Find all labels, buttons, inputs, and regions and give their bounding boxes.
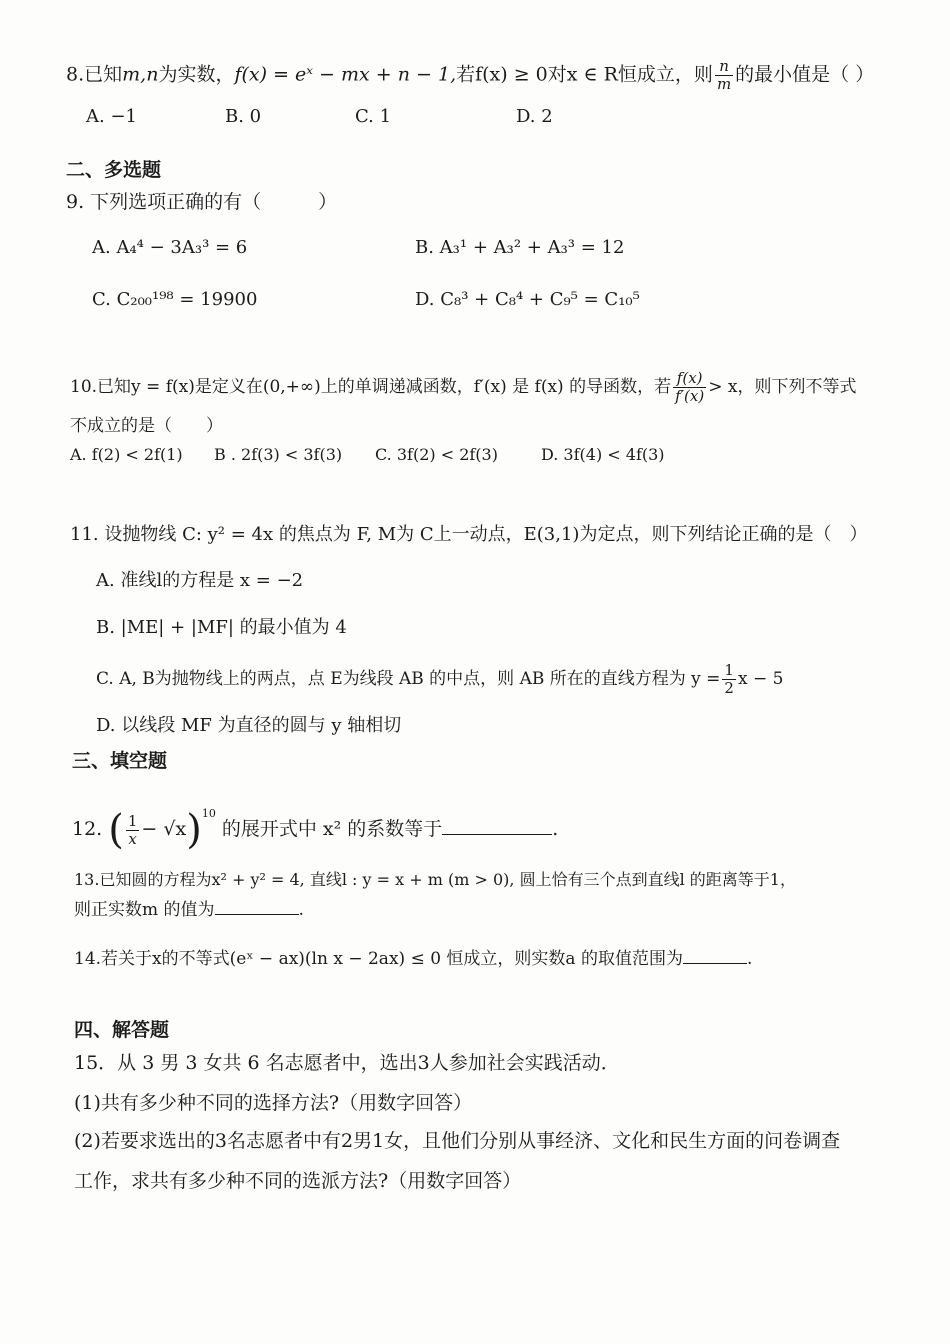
q12-power: 10 (201, 807, 216, 820)
q8-vars: m,n (122, 63, 159, 86)
q8-frac-den: m (716, 75, 732, 93)
q12-number: 12. (72, 818, 103, 840)
section-title-multiple-choice: 二、多选题 (66, 159, 162, 181)
q8-cond: 若f(x) ≥ 0对x ∈ R恒成立，则 (456, 63, 713, 86)
q15-part2-line2: 工作，求共有多少种不同的选派方法?（用数字回答） (74, 1170, 522, 1192)
q9-stem: 9. 下列选项正确的有（ ） (66, 191, 338, 213)
q12-text: 的展开式中 x² 的系数等于 (221, 818, 443, 840)
q10-stem-b: > x，则下列不等式 (708, 377, 857, 397)
q8-end: 的最小值是（ ） (735, 63, 875, 86)
q8-func: f(x) = eˣ − mx + n − 1, (234, 63, 457, 86)
q11-stem: 11. 设抛物线 C: y² = 4x 的焦点为 F, M为 C上一动点，E(3,1)为定点，则下列结论正确的是（ ） (70, 524, 868, 545)
q8-stem-start: 8.已知 (66, 63, 123, 86)
q13-answer-blank[interactable] (215, 896, 299, 915)
q11-option-b: B. |ME| + |MF| 的最小值为 4 (96, 617, 347, 638)
q8-option-d: D. 2 (516, 106, 553, 127)
q10-stem-line2: 不成立的是（ ） (70, 416, 223, 436)
q13-end: . (298, 900, 304, 920)
q14-stem (74, 945, 752, 973)
q8-stem (66, 58, 874, 93)
q10-fraction (673, 370, 706, 405)
q9-option-d: D. C₈³ + C₈⁴ + C₉⁵ = C₁₀⁵ (415, 289, 640, 310)
q13-line2 (74, 896, 304, 924)
q11-frac-num: 1 (724, 661, 734, 679)
q9-option-a: A. A₄⁴ − 3A₃³ = 6 (92, 237, 248, 258)
q11-frac-den: 2 (724, 679, 734, 697)
q13-line2-text: 则正实数m 的值为 (74, 900, 215, 920)
q11-option-c (96, 662, 783, 697)
q11-option-d: D. 以线段 MF 为直径的圆与 y 轴相切 (96, 715, 402, 736)
q12-answer-blank[interactable] (442, 816, 552, 835)
q11-option-c-fraction (722, 662, 736, 697)
q8-option-a: A. −1 (86, 106, 137, 127)
q10-stem-line1 (70, 370, 856, 405)
q12-stem (72, 792, 558, 852)
q11-option-c-text: C. A, B为抛物线上的两点，点 E为线段 AB 的中点，则 AB 所在的直线方程为 y = (96, 669, 721, 689)
q15-part2-line1: (2)若要求选出的3名志愿者中有2男1女，且他们分别从事经济、文化和民生方面的问卷调查 (74, 1130, 841, 1152)
q9-option-b: B. A₃¹ + A₃² + A₃³ = 12 (415, 237, 625, 258)
q10-stem-a: 10.已知y = f(x)是定义在(0,+∞)上的单调递减函数，f′(x) 是 f(x) 的导函数，若 (70, 377, 672, 397)
section-title-fill-in: 三、填空题 (72, 750, 168, 772)
q12-frac-den: x (128, 829, 137, 848)
q12-frac-num: 1 (127, 811, 138, 830)
q8-option-c: C. 1 (355, 106, 392, 127)
q10-option-b: B . 2f(3) < 3f(3) (214, 445, 343, 464)
q14-text: 14.若关于x的不等式(eˣ − ax)(ln x − 2ax) ≤ 0 恒成立，则实数a 的取值范围为 (74, 949, 683, 969)
q11-option-a: A. 准线l的方程是 x = −2 (96, 570, 304, 591)
q12-fraction (126, 813, 140, 848)
q8-fraction (715, 58, 733, 93)
section-title-solutions: 四、解答题 (74, 1019, 170, 1041)
q14-answer-blank[interactable] (683, 945, 747, 964)
q8-mid: 为实数， (158, 63, 235, 86)
q15-part1: (1)共有多少种不同的选择方法?（用数字回答） (74, 1092, 473, 1114)
q11-option-c-post: x − 5 (737, 669, 784, 689)
q14-end: . (746, 949, 753, 969)
q8-option-b: B. 0 (225, 106, 262, 127)
q10-frac-den: f′(x) (675, 387, 705, 405)
q12-inner: − √x (141, 818, 187, 840)
right-paren-icon: ) (186, 807, 202, 853)
q9-option-c: C. C₂₀₀¹⁹⁸ = 19900 (92, 289, 258, 310)
q12-end: . (552, 818, 559, 840)
q10-option-a: A. f(2) < 2f(1) (70, 445, 183, 464)
left-paren-icon: ( (108, 807, 124, 853)
q13-line1: 13.已知圆的方程为x² + y² = 4, 直线l : y = x + m (m > 0), 圆上恰有三个点到直线l 的距离等于1， (74, 870, 796, 889)
q10-option-d: D. 3f(4) < 4f(3) (541, 445, 665, 464)
q15-stem: 15．从 3 男 3 女共 6 名志愿者中，选出3人参加社会实践活动． (74, 1052, 620, 1074)
q10-frac-num: f(x) (673, 370, 706, 388)
q8-frac-num: n (715, 58, 733, 76)
q10-option-c: C. 3f(2) < 2f(3) (375, 445, 498, 464)
